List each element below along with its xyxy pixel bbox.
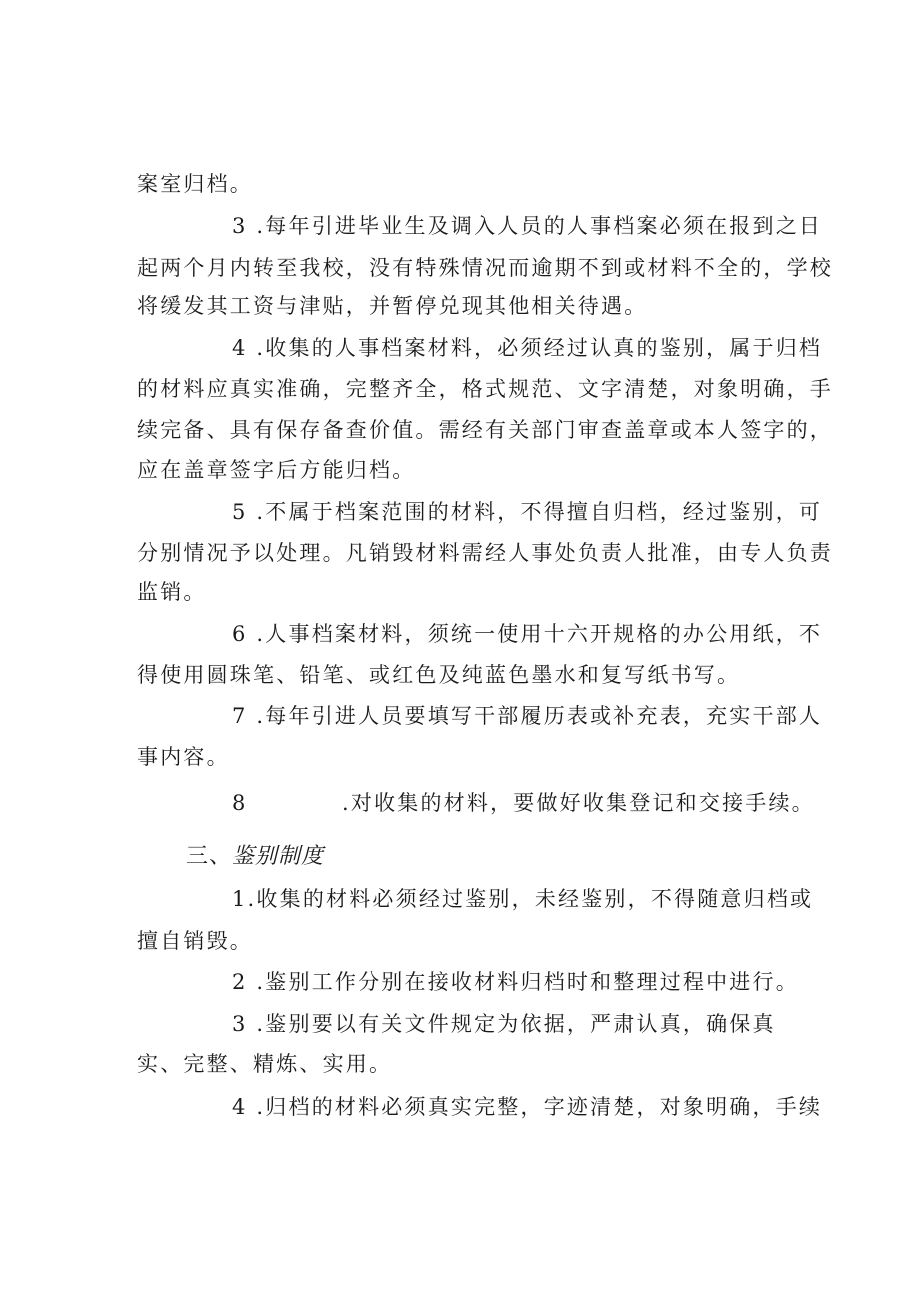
section-3-prefix: 三、 — [186, 844, 233, 869]
item-3-line-2: 起两个月内转至我校，没有特殊情况而逾期不到或材料不全的，学校 — [137, 256, 833, 280]
item-8-number: 8 — [232, 791, 246, 815]
item-5-line-1: 5 .不属于档案范围的材料，不得擅自归档，经过鉴别，可 — [232, 500, 823, 524]
section-3-item-4-line-1: 4 .归档的材料必须真实完整，字迹清楚，对象明确，手续 — [232, 1095, 823, 1119]
section-3-item-3-line-2: 实、完整、精炼、实用。 — [137, 1052, 393, 1076]
section-3-heading — [186, 843, 324, 871]
item-6-line-1: 6 .人事档案材料，须统一使用十六开规格的办公用纸，不 — [232, 622, 823, 646]
section-3-title: 鉴别制度 — [232, 844, 325, 869]
item-5-line-3: 监销。 — [137, 580, 207, 604]
item-8-text: .对收集的材料，要做好收集登记和交接手续。 — [342, 791, 815, 815]
section-3-item-1-line-1: 1.收集的材料必须经过鉴别，未经鉴别，不得随意归档或 — [232, 887, 814, 911]
item-3-line-1: 3 .每年引进毕业生及调入人员的人事档案必须在报到之日 — [232, 214, 823, 238]
item-7-line-2: 事内容。 — [137, 745, 230, 769]
item-3-line-3: 将缓发其工资与津贴，并暂停兑现其他相关待遇。 — [137, 294, 648, 318]
item-6-line-2: 得使用圆珠笔、铅笔、或红色及纯蓝色墨水和复写纸书写。 — [137, 663, 741, 687]
item-4-line-1: 4 .收集的人事档案材料，必须经过认真的鉴别，属于归档 — [232, 336, 823, 360]
item-5-line-2: 分别情况予以处理。凡销毁材料需经人事处负责人批准，由专人负责 — [137, 541, 833, 565]
item-7-line-1: 7 .每年引进人员要填写干部履历表或补充表，充实干部人 — [232, 704, 823, 728]
section-3-item-3-line-1: 3 .鉴别要以有关文件规定为依据，严肃认真，确保真 — [232, 1012, 776, 1036]
item-4-line-3: 续完备、具有保存备查价值。需经有关部门审查盖章或本人签字的， — [137, 418, 833, 442]
item-4-line-2: 的材料应真实准确，完整齐全，格式规范、文字清楚，对象明确，手 — [137, 377, 833, 401]
section-3-item-2: 2 .鉴别工作分别在接收材料归档时和整理过程中进行。 — [232, 970, 799, 994]
item-4-line-4: 应在盖章签字后方能归档。 — [137, 458, 416, 482]
section-3-item-1-line-2: 擅自销毁。 — [137, 929, 253, 953]
text-line: 案室归档。 — [137, 172, 253, 196]
